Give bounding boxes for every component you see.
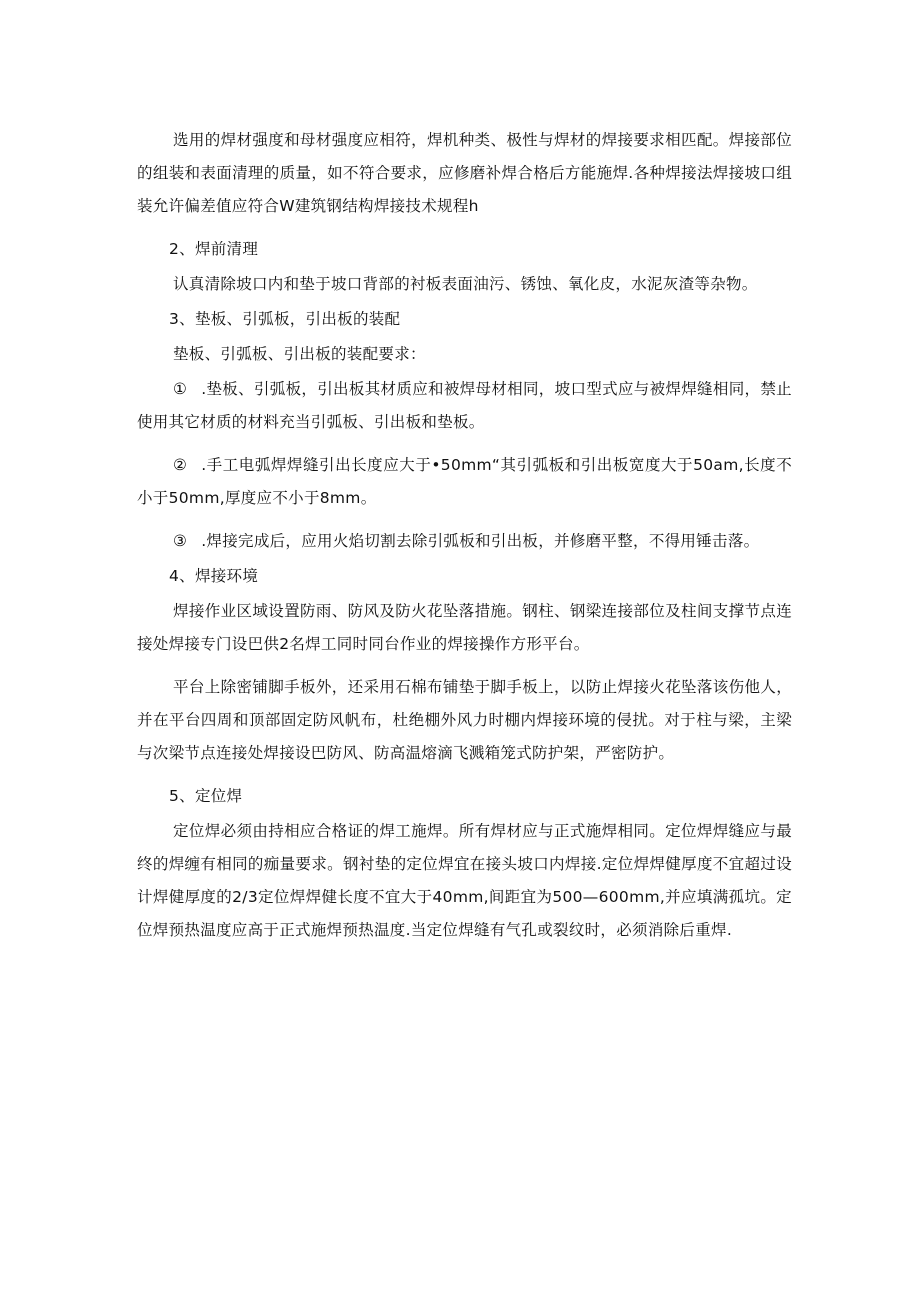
list-item-2 <box>137 449 792 515</box>
list-marker: ② <box>173 456 188 474</box>
list-item-text: .焊接完成后，应用火焰切割去除引弧板和引出板，并修磨平整，不得用锤击落。 <box>201 532 760 550</box>
paragraph-assembly-requirements: 垫板、引弧板、引出板的装配要求： <box>173 345 426 363</box>
document-body <box>137 124 792 957</box>
paragraph-welding-material: 选用的焊材强度和母材强度应相符，焊机种类、极性与焊材的焊接要求相匹配。焊接部位的组装和表面清理的质量，如不符合要求，应修磨补焊合格后方能施焊.各种焊接法焊接坡口组装允许偏差值应符合W建筑钢结构焊接技术规程h <box>137 131 792 215</box>
paragraph-tack-welding: 定位焊必须由持相应合格证的焊工施焊。所有焊材应与正式施焊相同。定位焊焊缝应与最终的焊缠有相同的痂量要求。钢衬垫的定位焊宜在接头坡口内焊接.定位焊焊健厚度不宜超过设计焊健厚度的2/3定位焊焊健长度不宜大于40mm,间距宜为500—600mm,并应填满孤坑。定位焊预热温度应高于正式施焊预热温度.当定位焊缝有气孔或裂纹时，必须消除后重焊. <box>137 822 792 939</box>
list-item-1 <box>137 373 792 439</box>
paragraph-environment-measures: 焊接作业区域设置防雨、防风及防火花坠落措施。钢柱、钢梁连接部位及柱间支撑节点连接处焊接专门设巴供2名焊工同时同台作业的焊接操作方形平台。 <box>137 602 792 653</box>
heading-pre-weld-cleaning: 2、焊前清理 <box>169 240 259 258</box>
paragraph-platform-protection: 平台上除密铺脚手板外，还采用石棉布铺垫于脚手板上，以防止焊接火花坠落该伤他人，并在平台四周和顶部固定防风帆布，杜绝棚外风力时棚内焊接环境的侵扰。对于柱与梁，主梁与次梁节点连接处焊接设巴防风、防高温熔滴飞溅箱笼式防护架，严密防护。 <box>137 678 792 762</box>
list-item-text: .垫板、引弧板，引出板其材质应和被焊母材相同，坡口型式应与被焊焊缝相同，禁止使用其它材质的材料充当引弧板、引出板和垫板。 <box>137 380 792 431</box>
heading-tack-welding: 5、定位焊 <box>169 787 243 805</box>
list-marker: ① <box>173 380 188 398</box>
heading-welding-environment: 4、焊接环境 <box>169 567 259 585</box>
heading-backing-plate-assembly: 3、垫板、引弧板，引出板的装配 <box>169 310 401 328</box>
list-item-3 <box>137 525 792 558</box>
paragraph-cleaning: 认真清除坡口内和垫于坡口背部的衬板表面油污、锈蚀、氧化皮，水泥灰渣等杂物。 <box>173 275 758 293</box>
list-marker: ③ <box>173 532 188 550</box>
list-item-text: .手工电弧焊焊缝引出长度应大于•50mm“其引弧板和引出板宽度大于50am,长度不小于50mm,厚度应不小于8mm。 <box>137 456 792 507</box>
